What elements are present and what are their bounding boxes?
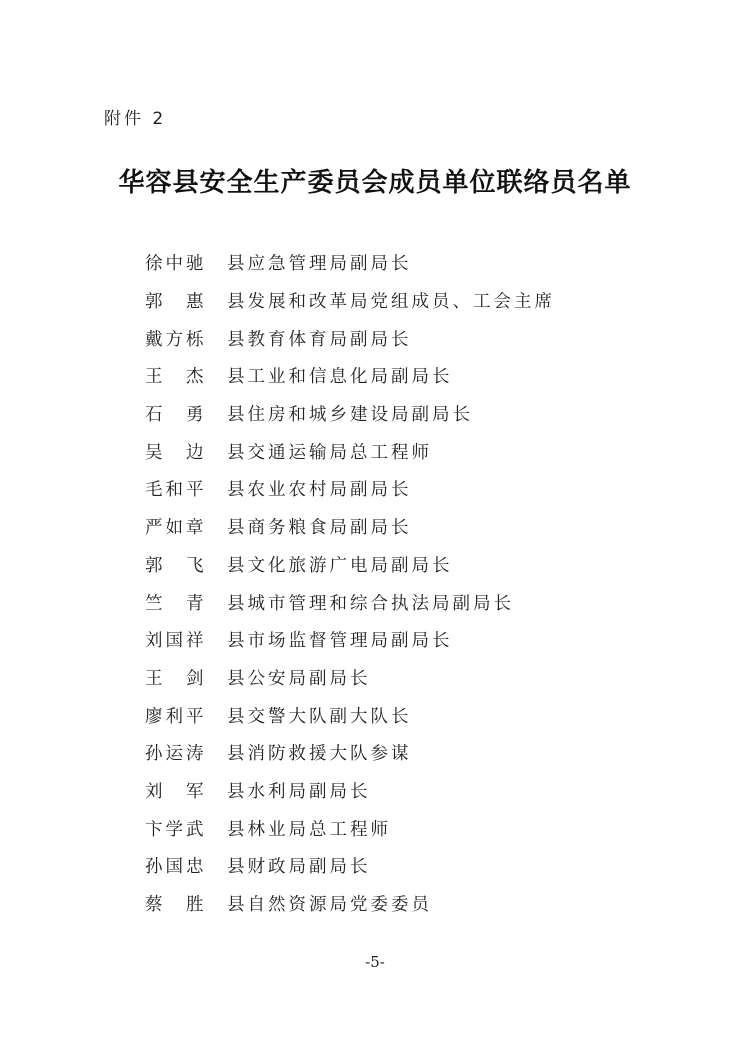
- member-name: 孙国忠: [145, 857, 207, 878]
- member-name: 蔡 胜: [145, 895, 207, 916]
- list-item: [145, 621, 555, 659]
- list-item: [145, 395, 555, 433]
- list-item: [145, 319, 555, 357]
- member-role: 县农业农村局副局长: [227, 480, 412, 501]
- member-name: 刘 军: [145, 781, 207, 802]
- member-name: 徐中驰: [145, 254, 207, 275]
- member-name: 王 剑: [145, 668, 207, 689]
- member-name: 吴 边: [145, 442, 207, 463]
- member-name: 竺 青: [145, 593, 207, 614]
- member-name: 郭 飞: [145, 555, 207, 576]
- document-title: 华容县安全生产委员会成员单位联络员名单: [118, 168, 632, 198]
- member-role: 县发展和改革局党组成员、工会主席: [227, 292, 555, 313]
- member-role: 县市场监督管理局副局长: [227, 631, 453, 652]
- member-role: 县财政局副局长: [227, 857, 371, 878]
- member-role: 县应急管理局副局长: [227, 254, 412, 275]
- member-role: 县林业局总工程师: [227, 819, 391, 840]
- member-name: 严如章: [145, 518, 207, 539]
- member-role: 县自然资源局党委委员: [227, 895, 432, 916]
- member-role: 县文化旅游广电局副局长: [227, 555, 453, 576]
- member-role: 县消防救援大队参谋: [227, 744, 412, 765]
- member-role: 县城市管理和综合执法局副局长: [227, 593, 514, 614]
- member-name: 郭 惠: [145, 292, 207, 313]
- list-item: [145, 809, 555, 847]
- list-item: [145, 734, 555, 772]
- liaison-list: [145, 244, 555, 922]
- member-name: 戴方栎: [145, 329, 207, 350]
- member-role: 县工业和信息化局副局长: [227, 367, 453, 388]
- list-item: [145, 659, 555, 697]
- attachment-label: 附件 2: [104, 109, 167, 129]
- list-item: [145, 696, 555, 734]
- list-item: [145, 546, 555, 584]
- member-role: 县住房和城乡建设局副局长: [227, 405, 473, 426]
- page-number: -5-: [365, 953, 385, 971]
- member-name: 卞学武: [145, 819, 207, 840]
- list-item: [145, 772, 555, 810]
- list-item: [145, 885, 555, 923]
- list-item: [145, 244, 555, 282]
- member-role: 县交通运输局总工程师: [227, 442, 432, 463]
- member-role: 县水利局副局长: [227, 781, 371, 802]
- member-role: 县商务粮食局副局长: [227, 518, 412, 539]
- list-item: [145, 470, 555, 508]
- member-name: 石 勇: [145, 405, 207, 426]
- list-item: [145, 847, 555, 885]
- list-item: [145, 432, 555, 470]
- member-name: 毛和平: [145, 480, 207, 501]
- member-name: 廖利平: [145, 706, 207, 727]
- member-role: 县公安局副局长: [227, 668, 371, 689]
- member-name: 王 杰: [145, 367, 207, 388]
- list-item: [145, 282, 555, 320]
- member-name: 刘国祥: [145, 631, 207, 652]
- list-item: [145, 357, 555, 395]
- member-role: 县交警大队副大队长: [227, 706, 412, 727]
- list-item: [145, 583, 555, 621]
- list-item: [145, 508, 555, 546]
- member-role: 县教育体育局副局长: [227, 329, 412, 350]
- member-name: 孙运涛: [145, 744, 207, 765]
